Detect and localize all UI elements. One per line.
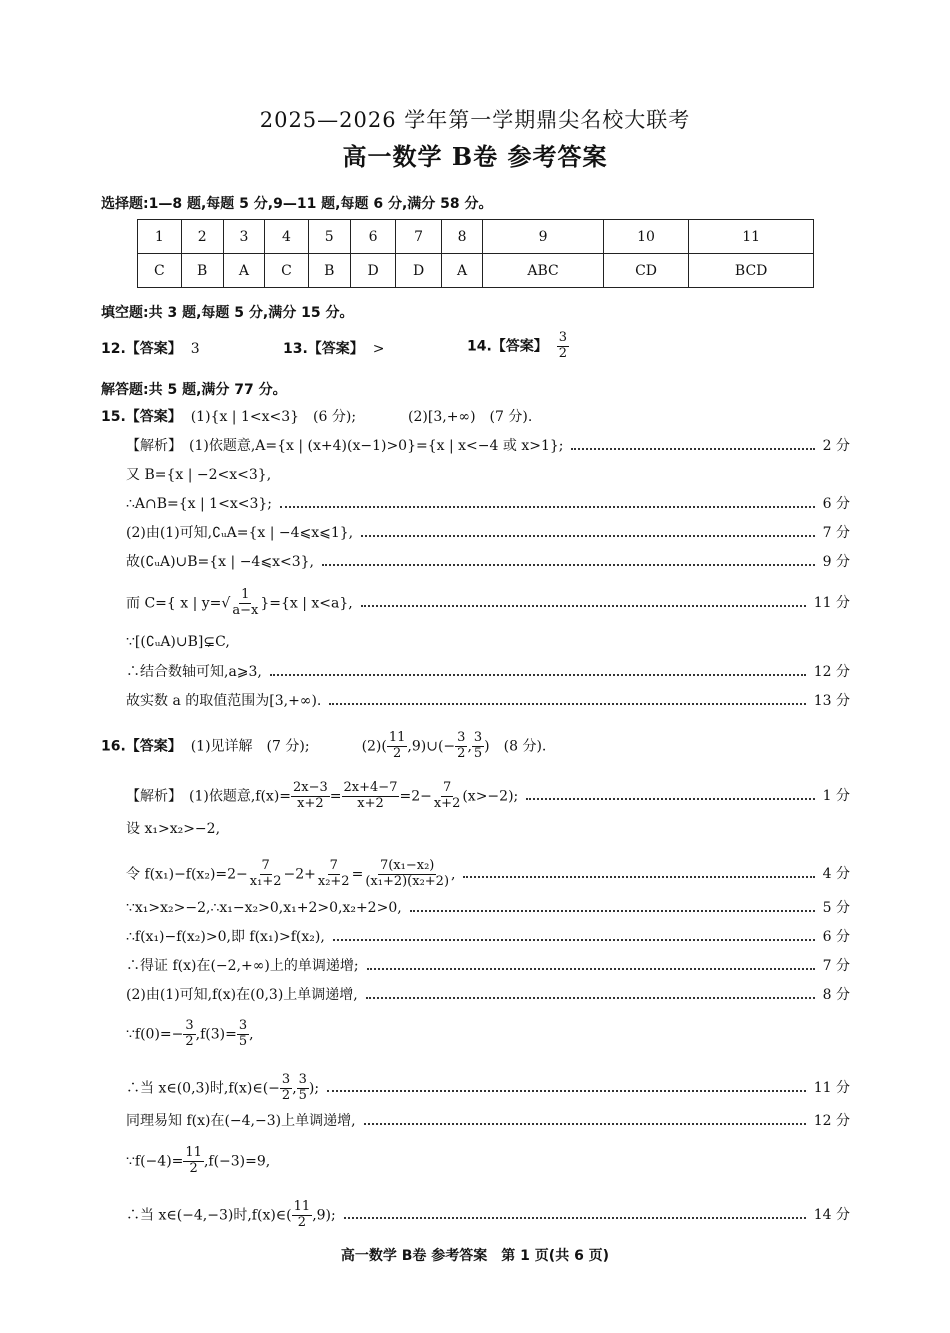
q15-step-6: 而 C={ x | y=√ $\frac{1}{a-x}$ }={x | x<a}, 11 分	[126, 587, 850, 618]
question-number-cell: 1	[138, 220, 182, 254]
fraction: $\frac{7}{x+2}$	[433, 780, 461, 811]
answer-cell: BCD	[689, 254, 814, 288]
fraction: $\frac{3}{2}$	[185, 1018, 194, 1049]
q15-label: 15.【答案】	[101, 409, 182, 425]
answer-cell: A	[223, 254, 264, 288]
q16-step-6: ∴得证 f(x)在(−2,+∞)上的单调递增; 7 分	[126, 958, 850, 974]
q13-label: 13.【答案】	[283, 341, 364, 357]
score: 14 分	[813, 1207, 850, 1224]
fraction: $\frac{3}{2}$	[457, 730, 466, 761]
q16-step-4: ∵x₁>x₂>−2,∴x₁−x₂>0,x₁+2>0,x₂+2>0, 5 分	[126, 900, 850, 916]
q15-step-3: ∴A∩B={x | 1<x<3}; 6 分	[126, 496, 850, 512]
q15-step-1: 【解析】 (1)依题意,A={x | (x+4)(x−1)>0}={x | x<−4 或 x>1}; 2 分	[126, 438, 850, 454]
score: 7 分	[822, 958, 850, 974]
question-number-cell: 5	[308, 220, 350, 254]
page-footer: 高一数学 B卷 参考答案 第 1 页(共 6 页)	[340, 1248, 610, 1264]
question-number-cell: 11	[689, 220, 814, 254]
q14-answer	[467, 331, 569, 362]
fraction: $\frac{3}{2}$	[281, 1072, 291, 1103]
q14-label: 14.【答案】	[467, 338, 548, 355]
score: 11 分	[813, 1080, 850, 1097]
question-number-cell: 3	[223, 220, 264, 254]
answer-row	[138, 254, 814, 288]
score: 1 分	[822, 788, 850, 805]
score: 9 分	[822, 554, 850, 570]
q15-answer-part2: (2)[3,+∞) (7 分).	[408, 409, 533, 425]
fraction: $\frac{7}{\text{x₁+2}}$	[249, 858, 282, 889]
score: 6 分	[822, 496, 850, 512]
answer-cell: A	[441, 254, 482, 288]
answer-cell: ABC	[483, 254, 604, 288]
q16-step-7: (2)由(1)可知,f(x)在(0,3)上单调递增, 8 分	[126, 987, 850, 1003]
solve-section-heading: 解答题:共 5 题,满分 77 分。	[101, 382, 287, 398]
q15-step-4: (2)由(1)可知,∁ᵤA={x | −4⩽x⩽1}, 7 分	[126, 525, 850, 541]
q15-answer	[101, 408, 850, 426]
question-number-cell: 4	[265, 220, 309, 254]
score: 12 分	[813, 664, 850, 680]
answer-cell: C	[138, 254, 182, 288]
answer-cell: B	[181, 254, 223, 288]
fraction: $\frac{3}{5}$	[238, 1018, 248, 1049]
q15-answer-part1: (1){x | 1<x<3} (6 分);	[190, 409, 357, 425]
q16-answer: 16.【答案】 (1)见详解 (7 分); (2)( $\frac{11}{2}$ ,9)∪(− $\frac{3}{2}$ , $\frac{3}{5}$ ) (8 分).	[101, 730, 547, 761]
answer-cell: B	[308, 254, 350, 288]
q12-value: 3	[190, 341, 200, 357]
q16-step-5: ∴f(x₁)−f(x₂)>0,即 f(x₁)>f(x₂), 6 分	[126, 929, 850, 945]
score: 2 分	[822, 438, 850, 454]
question-number-cell: 9	[483, 220, 604, 254]
score: 8 分	[822, 987, 850, 1003]
fill-section-heading: 填空题:共 3 题,每题 5 分,满分 15 分。	[101, 305, 354, 321]
answer-cell: CD	[603, 254, 688, 288]
fraction: $\frac{11}{2}$	[388, 730, 406, 761]
question-number-cell: 6	[350, 220, 396, 254]
answer-cell: D	[350, 254, 396, 288]
score: 6 分	[822, 929, 850, 945]
choice-answer-table	[137, 219, 814, 288]
q14-fraction: $\frac{3}{2}$	[558, 330, 567, 361]
question-number-cell: 7	[396, 220, 442, 254]
score: 12 分	[813, 1113, 850, 1129]
score: 7 分	[822, 525, 850, 541]
q15-step-2: 又 B={x | −2<x<3},	[126, 467, 272, 483]
question-number-row	[138, 220, 814, 254]
fraction: $\frac{\text{7(x₁−x₂)}}{\text{(x₁+2)(x₂+2)}}$	[365, 858, 450, 889]
answer-cell: D	[396, 254, 442, 288]
q16-step-3: 令 f(x₁)−f(x₂)=2− $\frac{7}{\text{x₁+2}}$ −2+ $\frac{7}{\text{x₂+2}}$ = $\frac{\text{7(x₁−x₂)}}{\text{(x₁+2)(x₂+2)}}$ , 4 分	[126, 858, 850, 889]
exam-title: 2025—2026 学年第一学期鼎尖名校大联考	[259, 108, 691, 132]
fraction: $\frac{2x+4-7}{x+2}$	[343, 780, 398, 811]
fraction: $\frac{11}{2}$	[293, 1199, 311, 1230]
q15-step-8: ∴结合数轴可知,a⩾3, 12 分	[126, 664, 850, 680]
q16-step-11: ∵f(−4)= $\frac{11}{2}$ ,f(−3)=9,	[126, 1145, 271, 1176]
exam-subtitle: 高一数学 B卷 参考答案	[342, 142, 608, 171]
q16-label: 16.【答案】	[101, 738, 182, 755]
score: 13 分	[813, 693, 850, 709]
question-number-cell: 2	[181, 220, 223, 254]
q16-step-10: 同理易知 f(x)在(−4,−3)上单调递增, 12 分	[126, 1113, 850, 1129]
q12-answer	[101, 338, 200, 358]
fraction: $\frac{11}{2}$	[185, 1145, 202, 1176]
fraction: $\frac{2x-3}{x+2}$	[293, 780, 328, 811]
q15-step-7: ∵[(∁ᵤA)∪B]⊊C,	[126, 634, 230, 650]
q16-step-2: 设 x₁>x₂>−2,	[126, 821, 221, 837]
score: 4 分	[822, 866, 850, 883]
q16-step-12: ∴当 x∈(−4,−3)时,f(x)∈( $\frac{11}{2}$ ,9); 14 分	[126, 1199, 850, 1230]
q15-step-9: 故实数 a 的取值范围为[3,+∞). 13 分	[126, 693, 850, 709]
fraction: $\frac{3}{5}$	[473, 730, 483, 761]
q13-answer	[283, 338, 384, 358]
fraction: $\frac{7}{\text{x₂+2}}$	[317, 858, 350, 889]
q15-step-5: 故(∁ᵤA)∪B={x | −4⩽x<3}, 9 分	[126, 554, 850, 570]
choice-section-heading: 选择题:1—8 题,每题 5 分,9—11 题,每题 6 分,满分 58 分。	[101, 196, 493, 212]
score: 11 分	[813, 595, 850, 612]
fraction: $\frac{3}{5}$	[298, 1072, 307, 1103]
q16-step-9: ∴当 x∈(0,3)时,f(x)∈(− $\frac{3}{2}$ , $\frac{3}{5}$ ); 11 分	[126, 1072, 850, 1103]
q16-step-8: ∵f(0)=− $\frac{3}{2}$ ,f(3)= $\frac{3}{5}$ ,	[126, 1018, 254, 1049]
answer-cell: C	[265, 254, 309, 288]
fraction: $\frac{1}{a-x}$	[232, 587, 259, 618]
q12-label: 12.【答案】	[101, 341, 182, 357]
question-number-cell: 8	[441, 220, 482, 254]
question-number-cell: 10	[603, 220, 688, 254]
q16-step-1: 【解析】 (1)依题意,f(x)= $\frac{2x-3}{x+2}$ = $\frac{2x+4-7}{x+2}$ =2− $\frac{7}{x+2}$ (x>−2); 1 分	[126, 780, 850, 811]
q13-value: >	[372, 341, 385, 357]
score: 5 分	[822, 900, 850, 916]
